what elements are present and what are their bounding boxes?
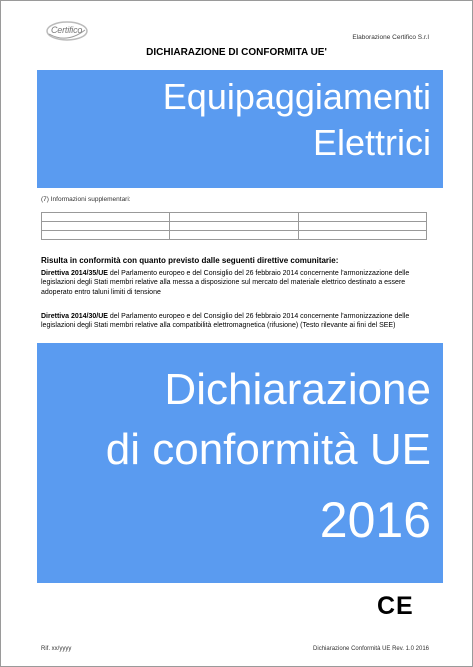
ce-mark-icon: CE xyxy=(377,592,414,620)
info-table xyxy=(41,212,427,240)
table-cell xyxy=(298,222,426,231)
bottom-banner-line-2: di conformità UE xyxy=(105,425,431,474)
directive-text: del Parlamento europeo e del Consiglio del 26 febbraio 2014 concernente l'armonizzazione delle legislazioni degli Stati membri relative alla messa a disposizione sul mercato del materiale elettrico destinato a essere adoperato entro taluni limiti di tensione xyxy=(41,270,410,296)
table-cell xyxy=(170,231,298,240)
table-cell xyxy=(42,231,170,240)
info-label: (7) Informazioni supplementari: xyxy=(41,196,131,203)
directive-code: Direttiva 2014/35/UE xyxy=(41,270,108,277)
company-name: Elaborazione Certifico S.r.l xyxy=(352,34,429,41)
logo-text: Certifico xyxy=(51,25,83,35)
directive-code: Direttiva 2014/30/UE xyxy=(41,313,108,320)
directives-heading: Risulta in conformità con quanto previsto dalle seguenti direttive comunitarie: xyxy=(41,256,339,265)
document-title: DICHIARAZIONE DI CONFORMITA UE' xyxy=(146,47,327,58)
top-banner-line-2: Elettrici xyxy=(312,122,431,163)
table-cell xyxy=(170,222,298,231)
table-cell xyxy=(298,213,426,222)
table-cell xyxy=(298,231,426,240)
table-row xyxy=(42,213,427,222)
table-row xyxy=(42,231,427,240)
table-cell xyxy=(170,213,298,222)
bottom-banner-year: 2016 xyxy=(319,492,431,548)
footer-reference: Rif. xx/yyyy xyxy=(41,646,72,652)
table-cell xyxy=(42,213,170,222)
directive-text: del Parlamento europeo e del Consiglio del 26 febbraio 2014 concernente l'armonizzazione delle legislazioni degli Stati membri relative alla compatibilità elettromagnetica (rifusione) (Testo rilevante ai fini del SEE) xyxy=(41,313,410,330)
directive-2014-30 xyxy=(41,312,433,331)
bottom-banner-line-1: Dichiarazione xyxy=(164,365,431,414)
top-banner-line-1: Equipaggiamenti xyxy=(162,76,431,117)
table-row xyxy=(42,222,427,231)
directive-2014-35 xyxy=(41,269,433,297)
bottom-banner xyxy=(37,343,443,583)
footer-revision: Dichiarazione Conformità UE Rev. 1.0 2016 xyxy=(313,646,429,652)
top-banner xyxy=(37,70,443,188)
table-cell xyxy=(42,222,170,231)
